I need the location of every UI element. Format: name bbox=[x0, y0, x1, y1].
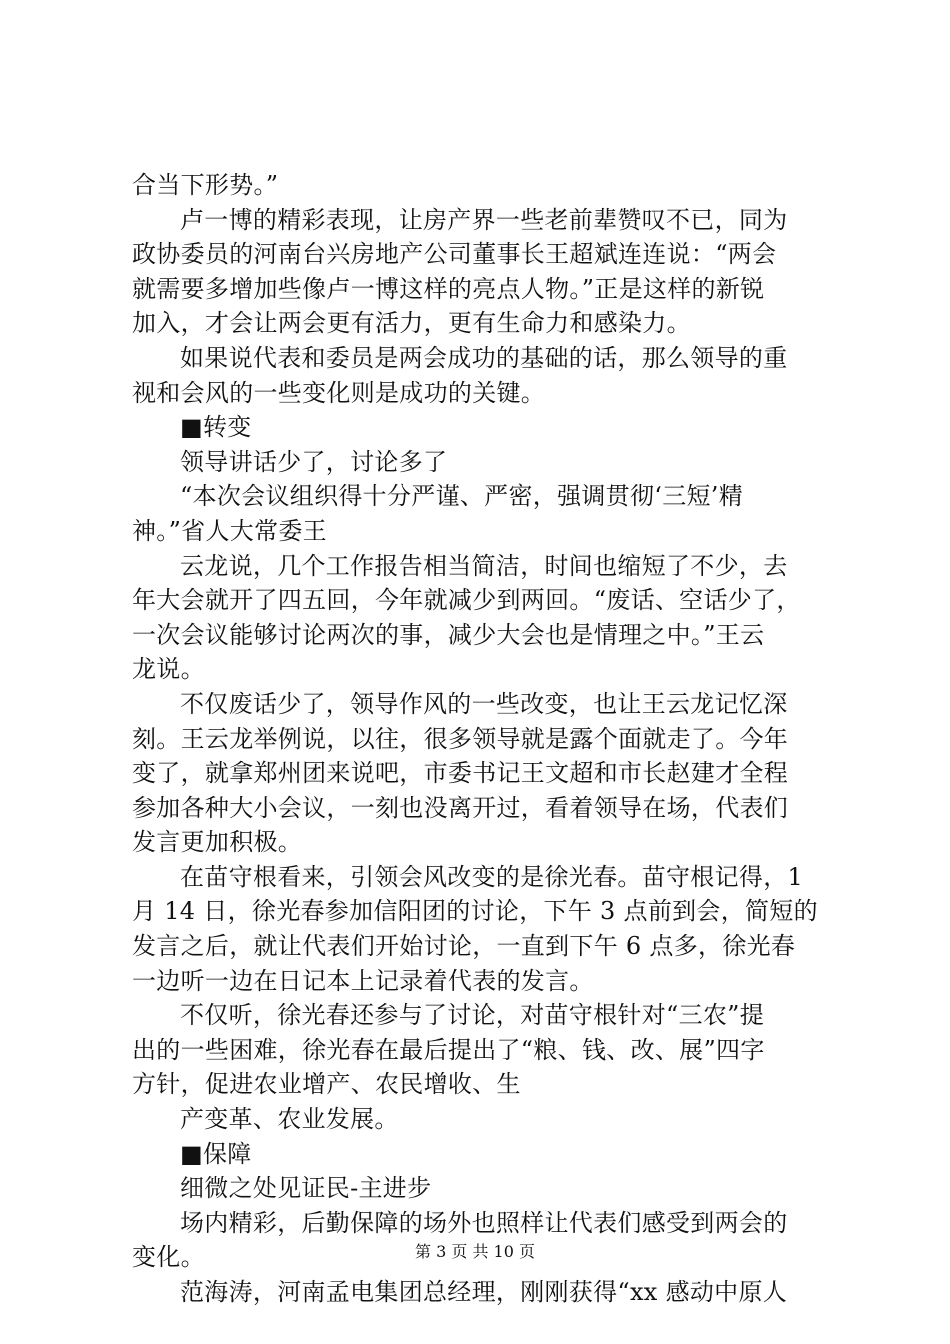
text-line: 如果说代表和委员是两会成功的基础的话，那么领导的重 bbox=[180, 343, 788, 372]
text-line: 卢一博的精彩表现，让房产界一些老前辈赞叹不已，同为 bbox=[180, 205, 788, 234]
text-line: 范海涛，河南孟电集团总经理，刚刚获得“xx 感动中原人 bbox=[180, 1278, 788, 1306]
section-heading: ■保障 bbox=[180, 1139, 252, 1168]
text-line: 场内精彩，后勤保障的场外也照样让代表们感受到两会的 bbox=[180, 1208, 788, 1237]
subheading: 细微之处见证民-主进步 bbox=[180, 1174, 432, 1203]
text-line: 合当下形势。” bbox=[132, 171, 279, 199]
text-line: 一边听一边在日记本上记录着代表的发言。 bbox=[132, 966, 594, 995]
text-line: 月 14 日，徐光春参加信阳团的讨论，下午 3 点前到会，简短的 bbox=[132, 897, 818, 926]
subheading: 领导讲话少了，讨论多了 bbox=[180, 447, 448, 476]
text-line: 变化。 bbox=[132, 1243, 205, 1272]
section-heading: ■转变 bbox=[180, 413, 252, 442]
text-line: 发言之后，就让代表们开始讨论，一直到下午 6 点多，徐光春 bbox=[132, 932, 796, 961]
text-line: 方针，促进农业增产、农民增收、生 bbox=[132, 1070, 521, 1099]
page-number: 第 3 页 共 10 页 bbox=[415, 1242, 535, 1261]
text-line: 一次会议能够讨论两次的事，减少大会也是情理之中。”王云 bbox=[132, 620, 765, 649]
text-line: 出的一些困难，徐光春在最后提出了“粮、钱、改、展”四字 bbox=[132, 1035, 765, 1064]
text-line: 变了，就拿郑州团来说吧，市委书记王文超和市长赵建才全程 bbox=[132, 759, 789, 788]
text-line: 发言更加积极。 bbox=[132, 828, 303, 857]
text-line: 年大会就开了四五回，今年就减少到两回。“废话、空话少了， bbox=[132, 586, 801, 615]
text-line: 政协委员的河南台兴房地产公司董事长王超斌连连说：“两会 bbox=[132, 240, 777, 269]
text-line: “本次会议组织得十分严谨、严密，强调贯彻‘三短’精 bbox=[180, 482, 744, 511]
text-line: 在苗守根看来，引领会风改变的是徐光春。苗守根记得，1 bbox=[180, 862, 804, 891]
text-line: 不仅废话少了，领导作风的一些改变，也让王云龙记忆深 bbox=[180, 689, 788, 718]
text-line: 云龙说，几个工作报告相当简洁，时间也缩短了不少，去 bbox=[180, 551, 788, 580]
text-line: 刻。王云龙举例说，以往，很多领导就是露个面就走了。今年 bbox=[132, 724, 789, 753]
text-line: 就需要多增加些像卢一博这样的亮点人物。”正是这样的新锐 bbox=[132, 274, 765, 303]
document-body bbox=[132, 168, 832, 1310]
text-line: 神。”省人大常委王 bbox=[132, 516, 327, 545]
text-line: 视和会风的一些变化则是成功的关键。 bbox=[132, 378, 546, 407]
text-line: 产变革、农业发展。 bbox=[180, 1105, 399, 1134]
page-footer bbox=[0, 1242, 950, 1262]
text-line: 参加各种大小会议，一刻也没离开过，看着领导在场，代表们 bbox=[132, 793, 789, 822]
text-line: 不仅听，徐光春还参与了讨论，对苗守根针对“三农”提 bbox=[180, 1001, 765, 1030]
text-line: 加入，才会让两会更有活力，更有生命力和感染力。 bbox=[132, 309, 691, 338]
text-line: 龙说。 bbox=[132, 655, 205, 684]
